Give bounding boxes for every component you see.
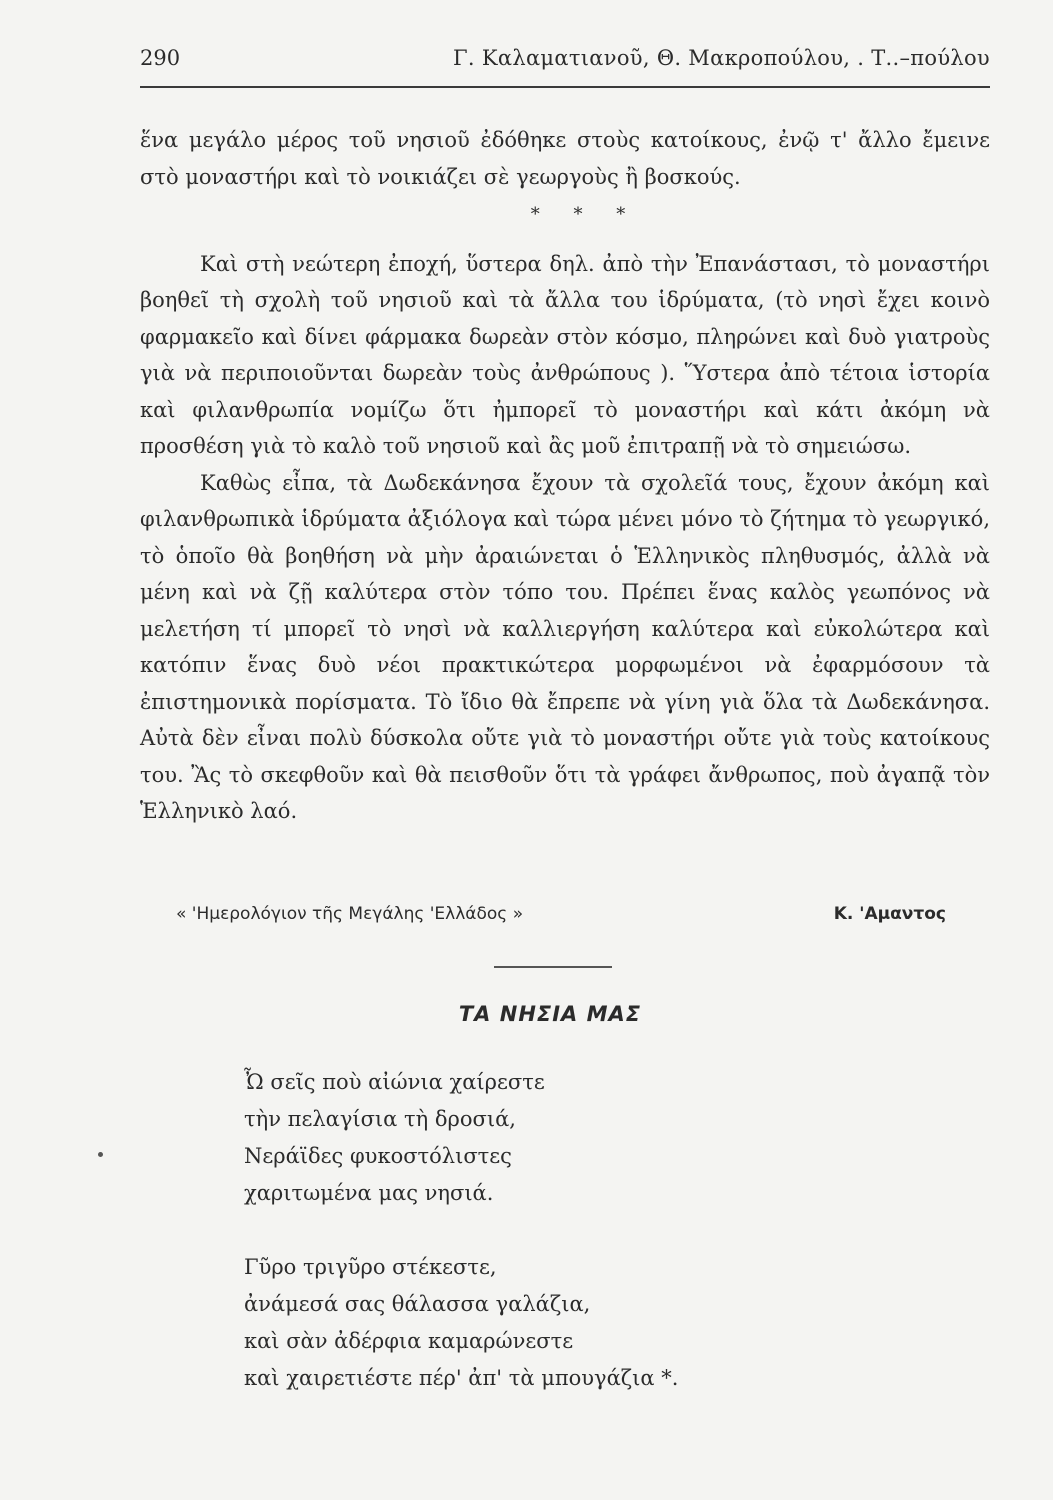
- paragraph-1: ἕνα μεγάλο μέρος τοῦ νησιοῦ ἐδόθηκε στοὺς κατοίκους, ἐνῷ τ' ἄλλο ἔμεινε στὸ μοναστήρι καὶ τὸ νοικιάζει σὲ γεωργοὺς ἢ βοσκούς.: [140, 128, 990, 189]
- poem-verse: Γῦρο τριγῦρο στέκεστε,: [244, 1255, 497, 1279]
- source-publication: « 'Ημερολόγιον τῆς Μεγάλης 'Ελλάδος »: [176, 904, 524, 924]
- header-rule: [140, 86, 990, 88]
- scan-speck: [98, 1152, 103, 1157]
- poem-verse: Ὦ σεῖς ποὺ αἰώνια χαίρεστε: [244, 1070, 545, 1094]
- poem-stanza-2: [244, 1249, 964, 1397]
- article-body: [140, 122, 990, 830]
- poem-verse: τὴν πελαγίσια τὴ δροσιά,: [244, 1107, 516, 1131]
- poem-verse: καὶ χαιρετιέστε πέρ' ἀπ' τὰ μπουγάζια *.: [244, 1366, 679, 1390]
- poem-verse: ἀνάμεσά σας θάλασσα γαλάζια,: [244, 1292, 591, 1316]
- page-number: 290: [140, 46, 181, 70]
- poem-verse: καὶ σὰν ἀδέρφια καμαρώνεστε: [244, 1329, 574, 1353]
- paragraph-2: Καὶ στὴ νεώτερη ἐποχή, ὕστερα δηλ. ἀπὸ τὴν Ἐπανάστασι, τὸ μοναστήρι βοηθεῖ τὴ σχολὴ τοῦ νησιοῦ καὶ τὰ ἄλλα του ἱδρύματα, (τὸ νησὶ ἔχει κοινὸ φαρμακεῖο καὶ δίνει φάρμακα δωρεὰν στὸν κόσμο, πληρώνει καὶ δυὸ γιατροὺς γιὰ νὰ περιποιοῦνται δωρεὰν τοὺς ἀνθρώπους ). Ὕστερα ἀπὸ τέτοια ἱστορία καὶ φιλανθρωπία νομίζω ὅτι ἠμπορεῖ τὸ μοναστήρι καὶ κάτι ἀκόμη νὰ προσθέση γιὰ τὸ καλὸ τοῦ νησιοῦ καὶ ἂς μοῦ ἐπιτραπῇ νὰ τὸ σημειώσω.: [140, 251, 990, 458]
- section-separator: * * *: [530, 204, 640, 225]
- section-divider: [494, 966, 612, 968]
- paragraph-3: Καθὼς εἶπα, τὰ Δωδεκάνησα ἔχουν τὰ σχολεῖά τους, ἔχουν ἀκόμη καὶ φιλανθρωπικὰ ἱδρύματα ἀξιόλογα καὶ τώρα μένει μόνο τὸ ζήτημα τὸ γεωργικό, τὸ ὁποῖο θὰ βοηθήση νὰ μὴν ἀραιώνεται ὁ Ἑλληνικὸς πληθυσμός, ἀλλὰ νὰ μένη καὶ νὰ ζῇ καλύτερα στὸν τόπο του. Πρέπει ἕνας καλὸς γεωπόνος νὰ μελετήση τί μπορεῖ τὸ νησὶ νὰ καλλιεργήση καλύτερα καὶ εὐκολώτερα καὶ κατόπιν ἕνας δυὸ νέοι πρακτικώτερα μορφωμένοι νὰ ἐφαρμόσουν τὰ ἐπιστημονικὰ πορίσματα. Τὸ ἴδιο θὰ ἔπρεπε νὰ γίνη γιὰ ὅλα τὰ Δωδεκάνησα. Αὐτὰ δὲν εἶναι πολὺ δύσκολα οὔτε γιὰ τὸ μοναστήρι οὔτε γιὰ τοὺς κατοίκους του. Ἂς τὸ σκεφθοῦν καὶ θὰ πεισθοῦν ὅτι τὰ γράφει ἄνθρωπος, ποὺ ἀγαπᾷ τὸν Ἑλληνικὸ λαό.: [140, 470, 990, 823]
- page-header: [140, 46, 990, 78]
- running-head: Γ. Καλαματιανοῦ, Θ. Μακροπούλου, . Τ..–πούλου: [453, 46, 990, 70]
- poem: [244, 1064, 964, 1434]
- poem-verse: Νεράϊδες φυκοστόλιστες: [244, 1144, 512, 1168]
- poem-title: ΤΑ ΝΗΣΙΑ ΜΑΣ: [458, 1002, 642, 1026]
- poem-verse: χαριτωμένα μας νησιά.: [244, 1181, 494, 1205]
- source-author: Κ. 'Αμαντος: [833, 904, 946, 924]
- poem-stanza-1: [244, 1064, 964, 1212]
